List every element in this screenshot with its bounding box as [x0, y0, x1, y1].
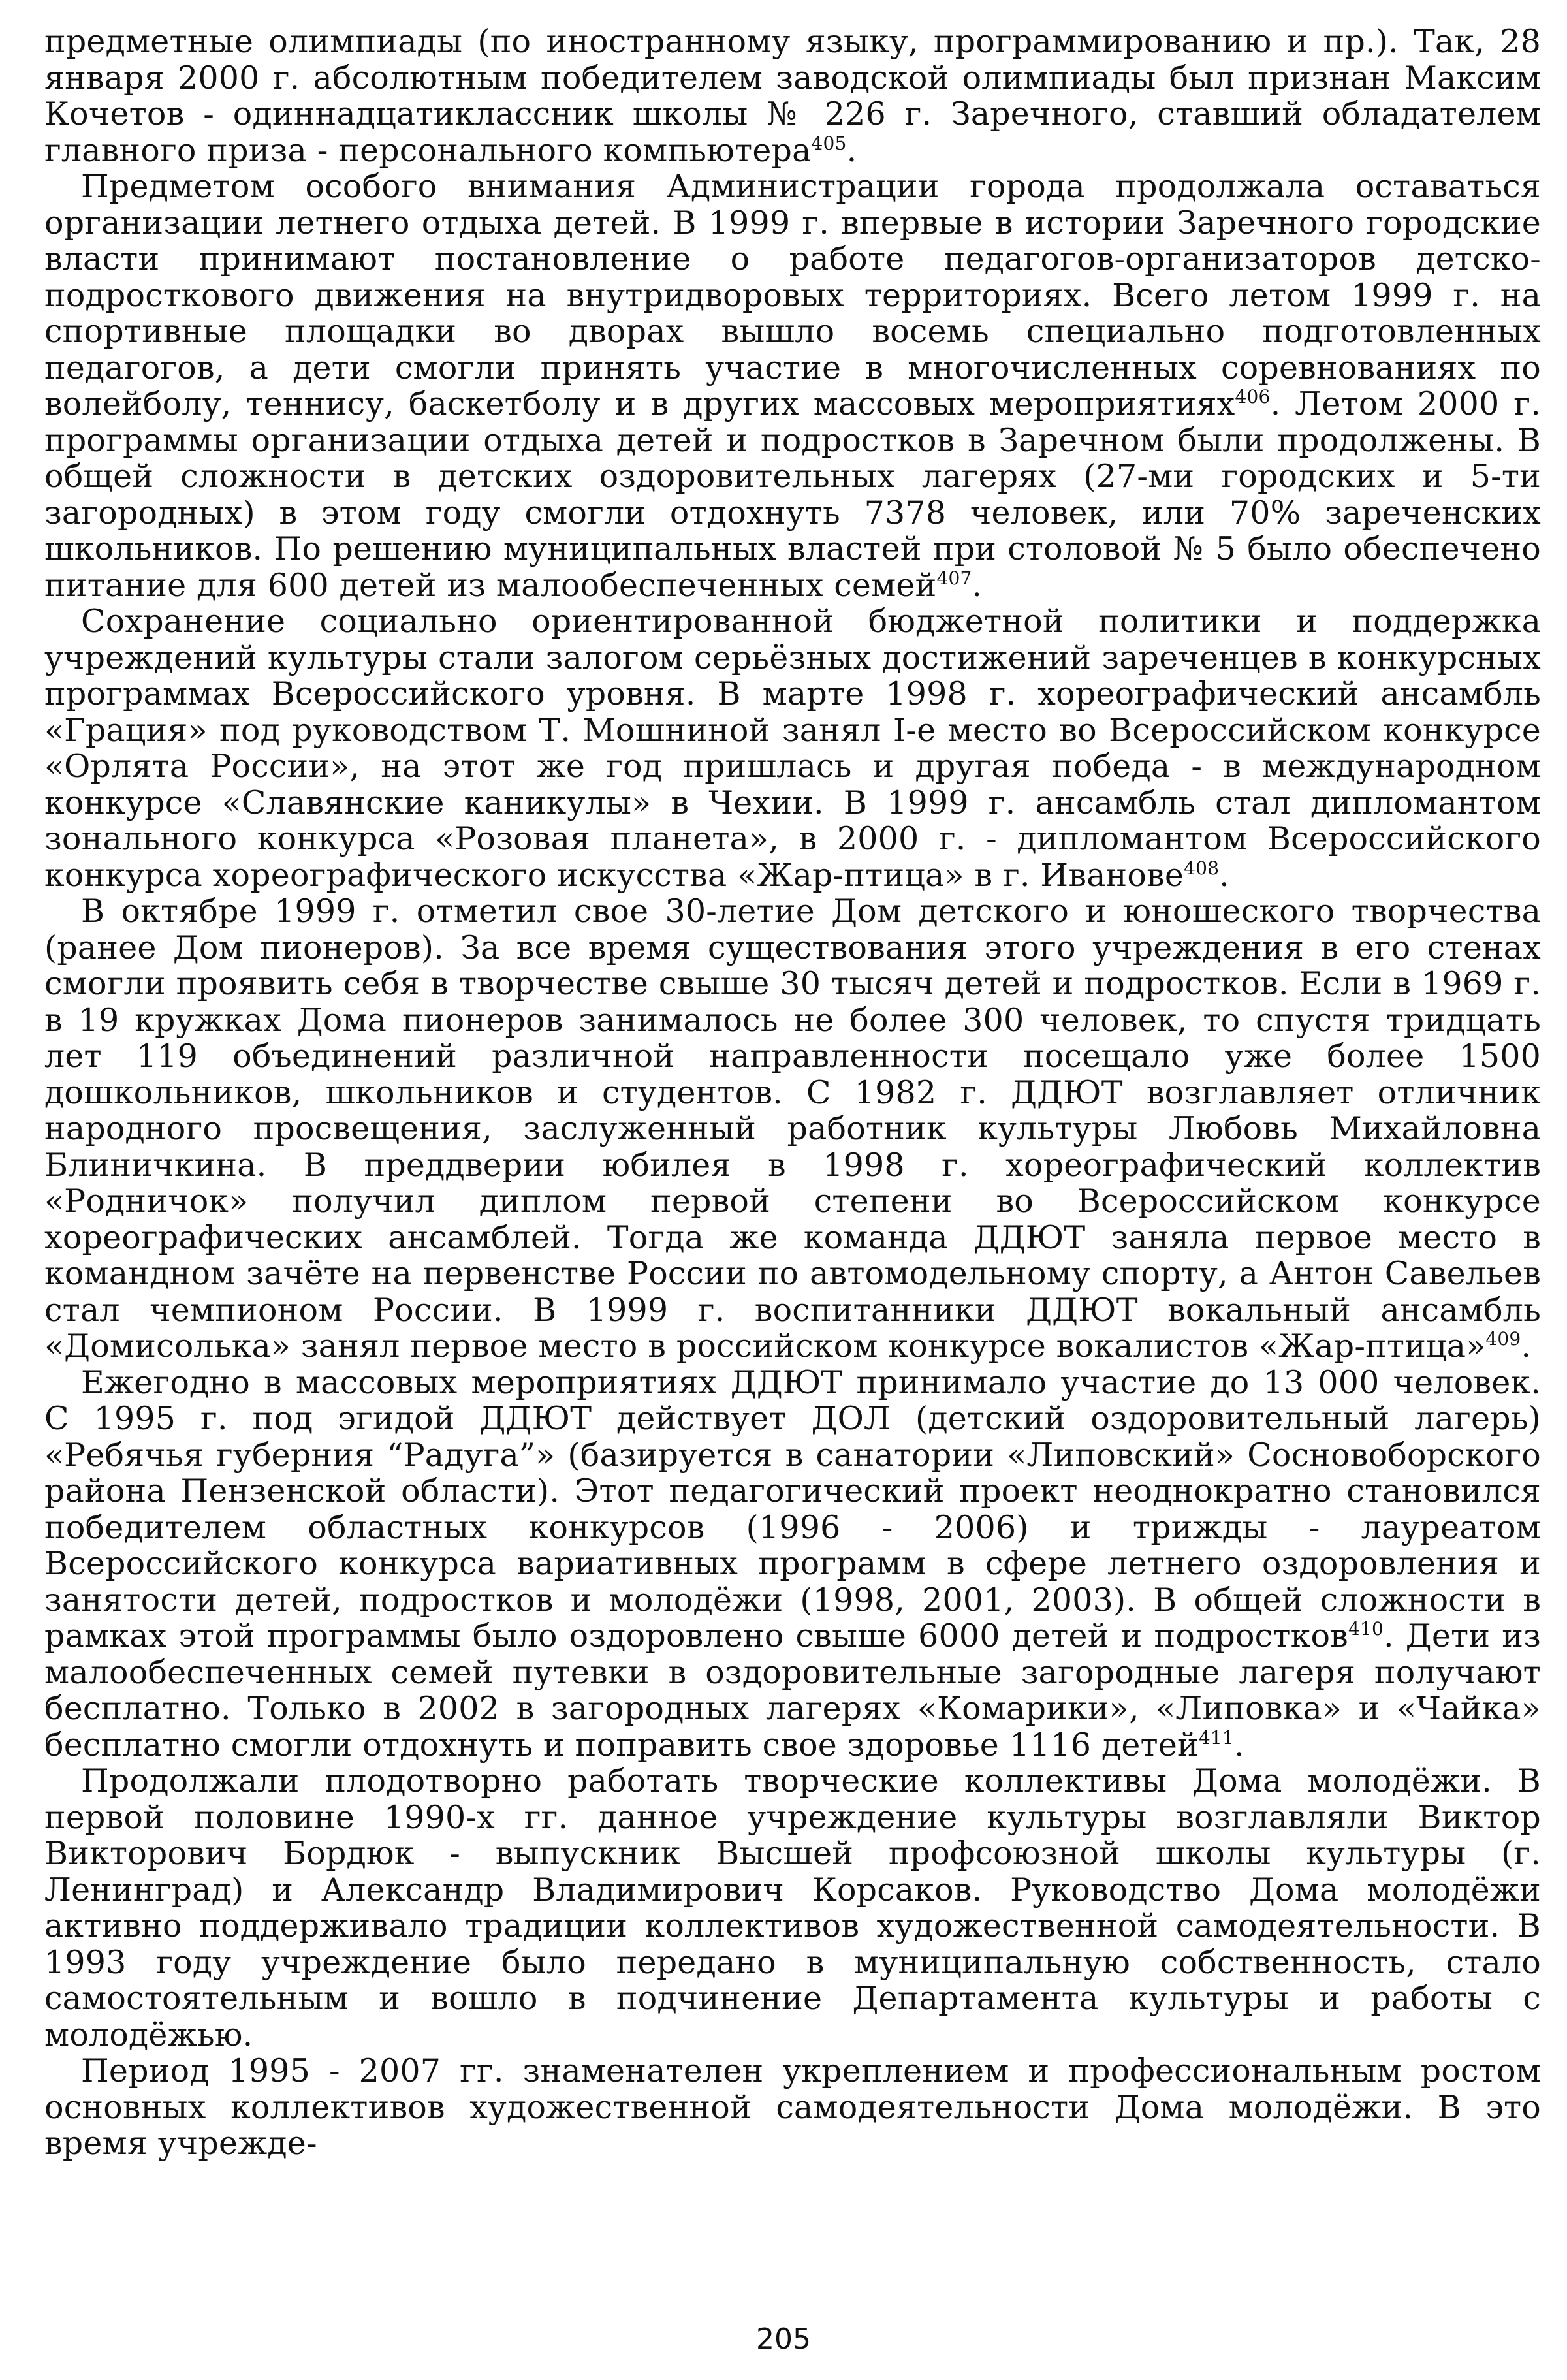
paragraph-text: .	[846, 131, 857, 169]
footnote-ref: 407	[936, 567, 972, 589]
paragraph	[44, 1763, 1541, 2053]
page-number: 205	[756, 2323, 811, 2356]
paragraph-text: Продолжали плодотворно работать творческие коллективы Дома молодёжи. В первой половине 1990-х гг. данное учреждение культуры возглавляли Виктор Викторович Бордюк - выпускник Высшей профсоюзной школы культуры (г. Ленинград) и Александр Владимирович Корсаков. Руководство Дома молодёжи активно поддерживало традиции коллективов художественной самодеятельности. В 1993 году учреждение было передано в муниципальную собственность, стало самостоятельным и вошло в подчинение Департамента культуры и работы с молодёжью.	[44, 1762, 1541, 2054]
paragraph	[44, 603, 1541, 893]
footnote-ref: 410	[1348, 1617, 1384, 1640]
paragraph-text: .	[1521, 1327, 1532, 1365]
footnote-ref: 408	[1184, 857, 1220, 879]
paragraph-text: Период 1995 - 2007 гг. знаменателен укреплением и профессиональным ростом основных коллективов художественной самодеятельности Дома молодёжи. В это время учрежде-	[44, 2052, 1541, 2162]
text-body	[44, 24, 1541, 2162]
paragraph-text: Ежегодно в массовых мероприятиях ДДЮТ принимало участие до 13 000 человек. С 1995 г. под эгидой ДДЮТ действует ДОЛ (детский оздоровительный лагерь) «Ребячья губерния “Радуга”» (базируется в санатории «Липовский» Сосновоборского района Пензенской области). Этот педагогический проект неоднократно становился победителем областных конкурсов (1996 - 2006) и трижды - лауреатом Всероссийского конкурса вариативных программ в сфере летнего оздоровления и занятости детей, подростков и молодёжи (1998, 2001, 2003). В общей сложности в рамках этой программы было оздоровлено свыше 6000 детей и подростков	[44, 1363, 1541, 1655]
footnote-ref: 409	[1485, 1327, 1521, 1350]
paragraph-text: Предметом особого внимания Администрации города продолжала оставаться организации летнего отдыха детей. В 1999 г. впервые в истории Заречного городские власти принимают постановление о работе педагогов-организаторов детско-подросткового движения на внутридворовых территориях. Всего летом 1999 г. на спортивные площадки во дворах вышло восемь специально подготовленных педагогов, а дети смогли принять участие в многочисленных соревнованиях по волейболу, теннису, баскетболу и в других массовых мероприятиях	[44, 168, 1541, 422]
paragraph-text: .	[972, 566, 983, 604]
paragraph	[44, 893, 1541, 1365]
paragraph-text: .	[1219, 856, 1229, 894]
paragraph-text: предметные олимпиады (по иностранному языку, программированию и пр.). Так, 28 января 2000 г. абсолютным победителем заводской олимпиады был признан Максим Кочетов - одиннадцатиклассник школы № 226 г. Заречного, ставший обладателем главного приза - персонального компьютера	[44, 23, 1541, 169]
paragraph	[44, 24, 1541, 168]
footnote-ref: 411	[1198, 1726, 1234, 1749]
paragraph-text: .	[1233, 1726, 1244, 1764]
paragraph	[44, 168, 1541, 603]
footnote-ref: 405	[811, 132, 847, 154]
paragraph	[44, 2053, 1541, 2162]
paragraph	[44, 1365, 1541, 1764]
paragraph-text: . Летом 2000 г. программы организации отдыха детей и подростков в Заречном были продолжены. В общей сложности в детских оздоровительных лагерях (27-ми городских и 5-ти загородных) в этом году смогли отдохнуть 7378 человек, или 70% зареченских школьников. По решению муниципальных властей при столовой № 5 было обеспечено питание для 600 детей из малообеспеченных семей	[44, 385, 1541, 604]
paragraph-text: Сохранение социально ориентированной бюджетной политики и поддержка учреждений культуры стали залогом серьёзных достижений зареченцев в конкурсных программах Всероссийского уровня. В марте 1998 г. хореографический ансамбль «Грация» под руководством Т. Мошниной занял I-е место во Всероссийском конкурсе «Орлята России», на этот же год пришлась и другая победа - в международном конкурсе «Славянские каникулы» в Чехии. В 1999 г. ансамбль стал дипломантом зонального конкурса «Розовая планета», в 2000 г. - дипломантом Всероссийского конкурса хореографического искусства «Жар-птица» в г. Иванове	[44, 603, 1541, 894]
footnote-ref: 406	[1235, 385, 1271, 407]
paragraph-text: . Дети из малообеспеченных семей путевки в оздоровительные загородные лагеря получают бесплатно. Только в 2002 в загородных лагерях «Комарики», «Липовка» и «Чайка» бесплатно смогли отдохнуть и поправить свое здоровье 1116 детей	[44, 1617, 1541, 1764]
paragraph-text: В октябре 1999 г. отметил свое 30-летие Дом детского и юношеского творчества (ранее Дом пионеров). За все время существования этого учреждения в его стенах смогли проявить себя в творчестве свыше 30 тысяч детей и подростков. Если в 1969 г. в 19 кружках Дома пионеров занималось не более 300 человек, то спустя тридцать лет 119 объединений различной направленности посещало уже более 1500 дошкольников, школьников и студентов. С 1982 г. ДДЮТ возглавляет отличник народного просвещения, заслуженный работник культуры Любовь Михайловна Блиничкина. В преддверии юбилея в 1998 г. хореографический коллектив «Родничок» получил диплом первой степени во Всероссийском конкурсе хореографических ансамблей. Тогда же команда ДДЮТ заняла первое место в командном зачёте на первенстве России по автомодельному спорту, а Антон Савельев стал чемпионом России. В 1999 г. воспитанники ДДЮТ вокальный ансамбль «Домисолька» занял первое место в российском конкурсе вокалистов «Жар-птица»	[44, 893, 1541, 1365]
book-page	[44, 24, 1541, 2322]
